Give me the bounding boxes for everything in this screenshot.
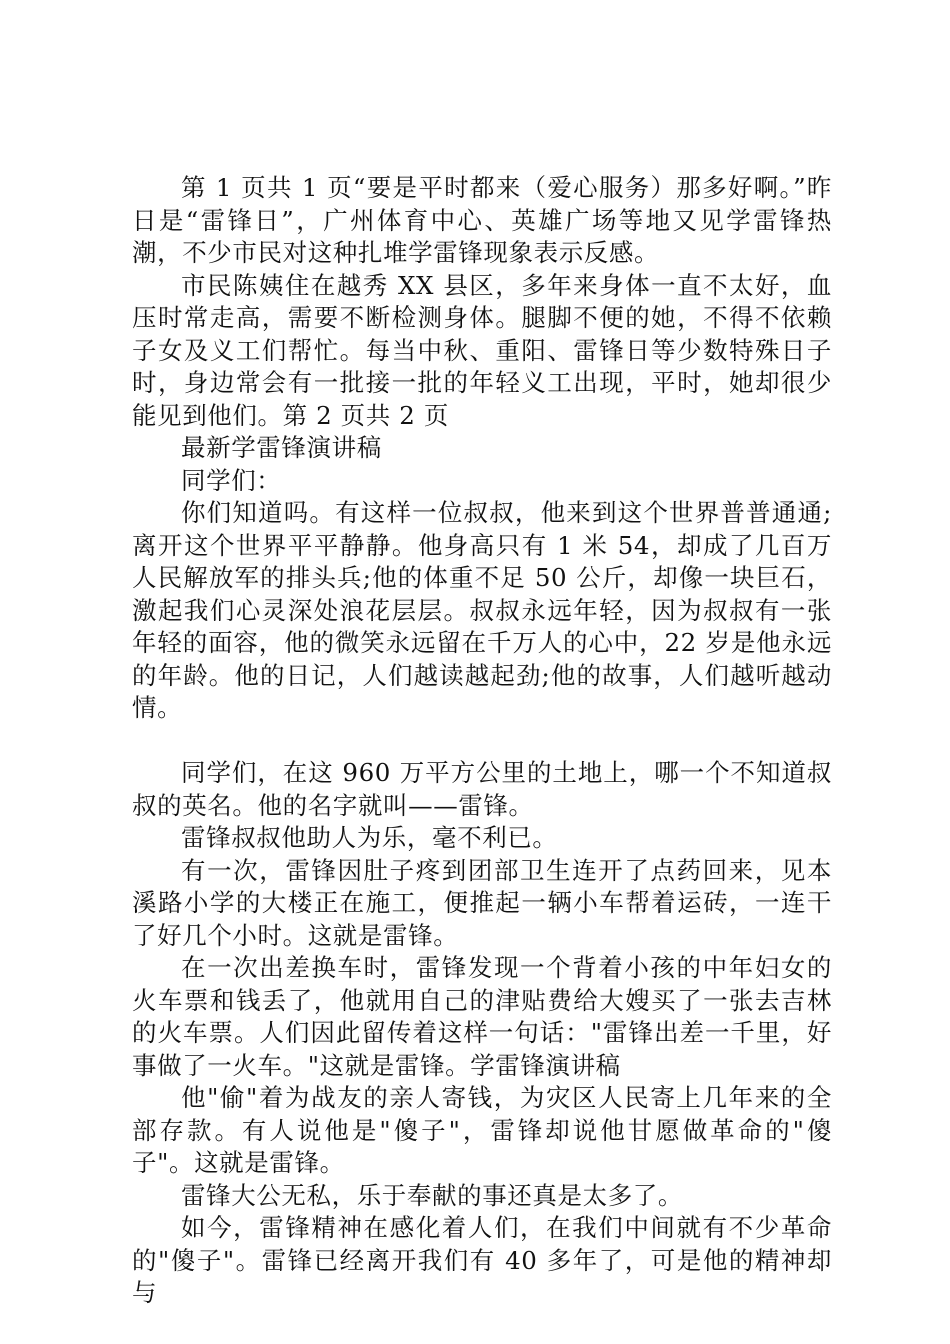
paragraph-selfless: 雷锋大公无私，乐于奉献的事还真是太多了。: [181, 1180, 683, 1210]
paragraph-uncle: 你们知道吗。有这样一位叔叔，他来到这个世界普普通通;离开这个世界平平静静。他身高只有 1 米 54，却成了几百万人民解放军的排头兵;他的体重不足 50 公斤，却像一块巨石，激起我们心灵深处浪花层层。叔叔永远年轻，因为叔叔有一张年轻的面容，他的微笑永远留在千万人的心中，22 岁是他永远的年龄。他的日记，人们越读越起劲;他的故事，人们越听越动情。: [132, 498, 832, 722]
document-body: [132, 172, 832, 1310]
paragraph-train-ticket: 在一次出差换车时，雷锋发现一个背着小孩的中年妇女的火车票和钱丢了，他就用自己的津贴费给大嫂买了一张去吉林的火车票。人们因此留传着这样一句话："雷锋出差一千里，好事做了一火车。"这就是雷锋。学雷锋演讲稿: [132, 953, 832, 1080]
salutation: 同学们：: [181, 465, 282, 495]
paragraph-aunt-chen: 市民陈姨住在越秀 XX 县区，多年来身体一直不太好，血压时常走高，需要不断检测身体。腿脚不便的她，不得不依赖子女及义工们帮忙。每当中秋、重阳、雷锋日等少数特殊日子时，身边常会有一批接一批的年轻义工出现，平时，她却很少能见到他们。第 2 页共 2 页: [132, 270, 832, 430]
paragraph-savings: 他"偷"着为战友的亲人寄钱，为灾区人民寄上几年来的全部存款。有人说他是"傻子"，雷锋却说他甘愿做革命的"傻子"。这就是雷锋。: [132, 1083, 832, 1177]
paragraph-bricks: 有一次，雷锋因肚子疼到团部卫生连开了点药回来，见本溪路小学的大楼正在施工，便推起一辆小车帮着运砖，一连干了好几个小时。这就是雷锋。: [132, 855, 832, 950]
speech-title: 最新学雷锋演讲稿: [181, 433, 382, 462]
paragraph-today: 如今，雷锋精神在感化着人们，在我们中间就有不少革命的"傻子"。雷锋已经离开我们有 40 多年了，可是他的精神却与: [132, 1213, 832, 1307]
paragraph-intro: 第 1 页共 1 页“要是平时都来（爱心服务）那多好啊。”昨日是“雷锋日”，广州体育中心、英雄广场等地又见学雷锋热潮，不少市民对这种扎堆学雷锋现象表示反感。: [132, 173, 832, 267]
paragraph-name: 同学们，在这 960 万平方公里的土地上，哪一个不知道叔叔的英名。他的名字就叫——雷锋。: [132, 758, 832, 820]
paragraph-helpful: 雷锋叔叔他助人为乐，毫不利已。: [181, 823, 558, 852]
